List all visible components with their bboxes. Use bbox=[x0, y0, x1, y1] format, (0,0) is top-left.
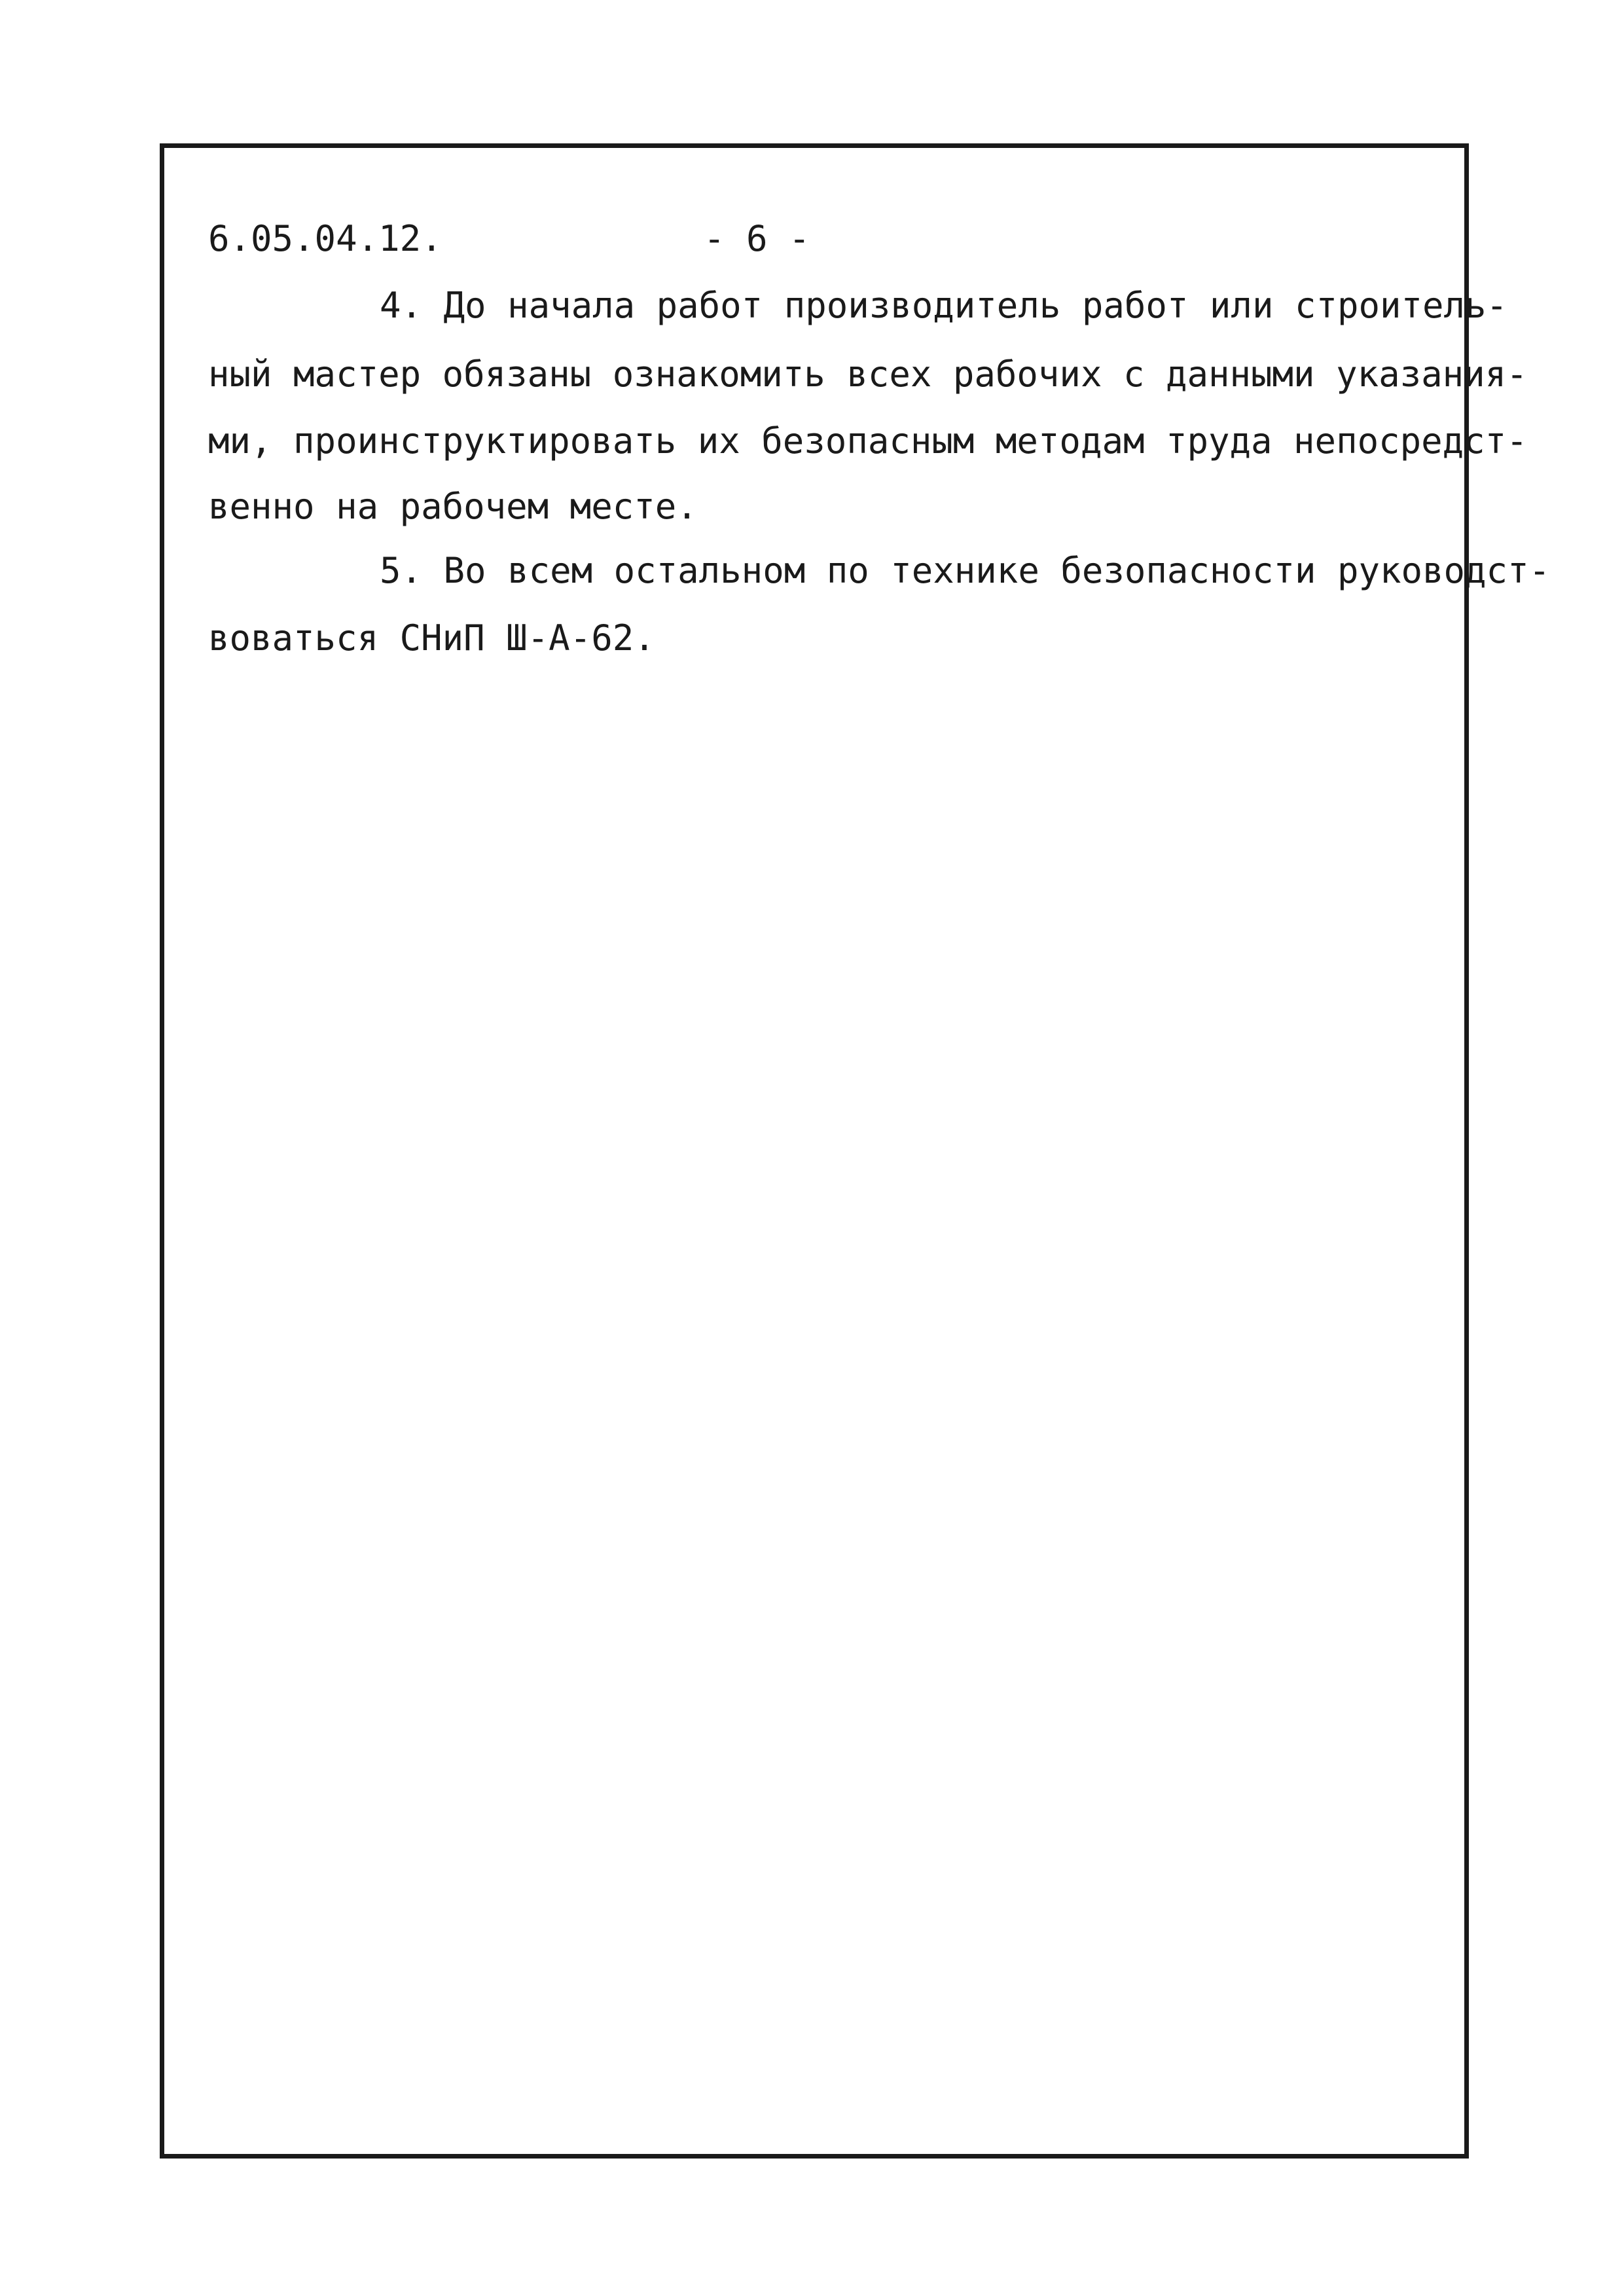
paragraph-4-line-3: ми, проинструктировать их безопасным методам труда непосредст- bbox=[208, 420, 1528, 462]
page-number: - 6 - bbox=[704, 218, 810, 259]
document-code: 6.05.04.12. bbox=[208, 218, 442, 259]
paragraph-4-line-1: 4. До начала работ производитель работ или строитель- bbox=[380, 285, 1508, 326]
paragraph-4-line-2: ный мастер обязаны ознакомить всех рабочих с данными указания- bbox=[208, 354, 1528, 395]
paragraph-5-line-2: воваться СНиП Ш-А-62. bbox=[208, 617, 655, 659]
paragraph-5-line-1: 5. Во всем остальном по технике безопасности руководст- bbox=[380, 550, 1551, 591]
paragraph-4-line-4: венно на рабочем месте. bbox=[208, 486, 698, 527]
